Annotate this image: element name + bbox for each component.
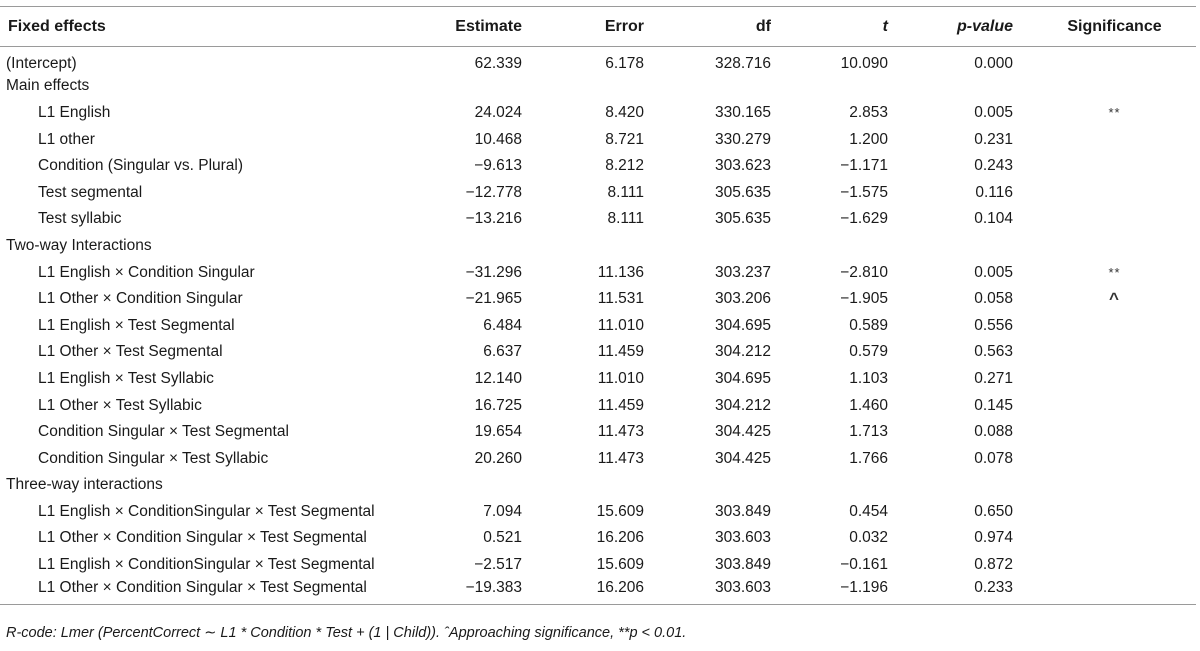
- significance-cell: **: [1108, 105, 1121, 121]
- row-label: L1 Other × Test Syllabic: [38, 396, 202, 414]
- df-cell: 303.849: [714, 502, 771, 520]
- row-label: L1 English × ConditionSingular × Test Segmental: [38, 556, 375, 574]
- t-cell: −1.171: [840, 157, 888, 175]
- estimate-cell: 20.260: [474, 449, 522, 467]
- p-value-cell: 0.872: [974, 556, 1013, 574]
- t-cell: 0.032: [849, 529, 888, 547]
- row-label: (Intercept): [6, 55, 77, 73]
- estimate-cell: 19.654: [474, 423, 522, 441]
- error-cell: 15.609: [596, 502, 644, 520]
- t-cell: −1.629: [840, 210, 888, 228]
- error-cell: 8.212: [605, 157, 644, 175]
- estimate-cell: 16.725: [474, 396, 522, 414]
- table-row: [0, 286, 1196, 313]
- error-cell: 16.206: [596, 579, 644, 597]
- estimate-cell: 12.140: [474, 369, 522, 387]
- estimate-cell: −21.965: [465, 290, 522, 308]
- estimate-cell: 6.637: [483, 343, 522, 361]
- significance-cell: [1013, 47, 1196, 74]
- p-value-cell: 0.000: [974, 55, 1013, 73]
- row-label: L1 English × Test Segmental: [38, 316, 235, 334]
- df-cell: 303.603: [714, 529, 771, 547]
- significance-cell: [1013, 206, 1196, 233]
- p-value-cell: 0.145: [974, 396, 1013, 414]
- t-cell: 1.103: [849, 369, 888, 387]
- t-cell: −1.905: [840, 290, 888, 308]
- header-p-value: p-value: [956, 17, 1013, 35]
- df-cell: 304.425: [714, 423, 771, 441]
- header-t: t: [882, 17, 888, 35]
- row-label: L1 English × Test Syllabic: [38, 369, 214, 387]
- p-value-cell: 0.563: [974, 343, 1013, 361]
- table-header-row: [0, 7, 1196, 47]
- group-heading: Three-way interactions: [6, 476, 163, 494]
- row-label: L1 Other × Test Segmental: [38, 343, 223, 361]
- table-row: [0, 259, 1196, 286]
- p-value-cell: 0.650: [974, 502, 1013, 520]
- error-cell: 8.721: [605, 130, 644, 148]
- row-label: Condition (Singular vs. Plural): [38, 157, 244, 175]
- fixed-effects-table: [0, 6, 1196, 605]
- significance-cell: [1013, 552, 1196, 579]
- table-row: [0, 419, 1196, 446]
- t-cell: 0.579: [849, 343, 888, 361]
- df-cell: 305.635: [714, 210, 771, 228]
- table-row: [0, 206, 1196, 233]
- significance-cell: [1013, 312, 1196, 339]
- header-estimate: Estimate: [455, 17, 522, 35]
- estimate-cell: 7.094: [483, 502, 522, 520]
- t-cell: −0.161: [840, 556, 888, 574]
- estimate-cell: 62.339: [474, 55, 522, 73]
- table-row: [0, 312, 1196, 339]
- t-cell: 1.713: [849, 423, 888, 441]
- header-significance: Significance: [1067, 17, 1162, 35]
- t-cell: 1.460: [849, 396, 888, 414]
- row-label: L1 other: [38, 130, 95, 148]
- df-cell: 304.695: [714, 316, 771, 334]
- t-cell: 2.853: [849, 103, 888, 121]
- estimate-cell: 10.468: [474, 130, 522, 148]
- significance-cell: [1013, 419, 1196, 446]
- estimate-cell: 6.484: [483, 316, 522, 334]
- table-footnote: R-code: Lmer (PercentCorrect ∼ L1 * Condition * Test + (1 | Child)). ˆApproaching significance, **p < 0.01.: [6, 625, 687, 641]
- df-cell: 304.212: [714, 396, 771, 414]
- significance-cell: [1013, 153, 1196, 180]
- p-value-cell: 0.233: [974, 579, 1013, 597]
- df-cell: 303.603: [714, 579, 771, 597]
- row-label: Test syllabic: [38, 210, 122, 228]
- df-cell: 303.206: [714, 290, 771, 308]
- t-cell: −1.575: [840, 183, 888, 201]
- row-label: L1 English × ConditionSingular × Test Segmental: [38, 502, 375, 520]
- group-heading-row: [0, 472, 1196, 499]
- estimate-cell: 0.521: [483, 529, 522, 547]
- error-cell: 8.420: [605, 103, 644, 121]
- estimate-cell: −31.296: [465, 263, 522, 281]
- p-value-cell: 0.058: [974, 290, 1013, 308]
- row-label: L1 Other × Condition Singular × Test Segmental: [38, 579, 367, 597]
- table-row: [0, 445, 1196, 472]
- error-cell: 8.111: [607, 210, 644, 228]
- table-row: [0, 578, 1196, 605]
- row-label: Test segmental: [38, 183, 143, 201]
- group-heading-row: [0, 233, 1196, 260]
- estimate-cell: −13.216: [465, 210, 522, 228]
- error-cell: 16.206: [596, 529, 644, 547]
- t-cell: −1.196: [840, 579, 888, 597]
- df-cell: 303.237: [714, 263, 771, 281]
- p-value-cell: 0.243: [974, 157, 1013, 175]
- significance-cell: [1013, 578, 1196, 605]
- table-row: [0, 552, 1196, 579]
- p-value-cell: 0.271: [974, 369, 1013, 387]
- significance-cell: [1013, 126, 1196, 153]
- error-cell: 11.473: [597, 449, 644, 467]
- row-label: Condition Singular × Test Segmental: [38, 423, 289, 441]
- estimate-cell: −19.383: [465, 579, 522, 597]
- p-value-cell: 0.088: [974, 423, 1013, 441]
- table-row: [0, 392, 1196, 419]
- p-value-cell: 0.116: [975, 183, 1013, 201]
- estimate-cell: −9.613: [474, 157, 522, 175]
- p-value-cell: 0.078: [974, 449, 1013, 467]
- error-cell: 15.609: [596, 556, 644, 574]
- estimate-cell: 24.024: [474, 103, 522, 121]
- table-body: [0, 47, 1196, 605]
- error-cell: 11.531: [597, 290, 644, 308]
- table-row: [0, 126, 1196, 153]
- df-cell: 305.635: [714, 183, 771, 201]
- row-label: L1 Other × Condition Singular: [38, 290, 243, 308]
- t-cell: 10.090: [840, 55, 888, 73]
- p-value-cell: 0.104: [974, 210, 1013, 228]
- df-cell: 330.279: [714, 130, 771, 148]
- estimate-cell: −12.778: [465, 183, 522, 201]
- group-heading: Main effects: [6, 77, 90, 95]
- df-cell: 303.623: [714, 157, 771, 175]
- significance-cell: [1013, 339, 1196, 366]
- header-df: df: [755, 17, 771, 35]
- row-label: L1 English: [38, 103, 111, 121]
- t-cell: 1.766: [849, 449, 888, 467]
- error-cell: 6.178: [605, 55, 644, 73]
- error-cell: 11.010: [597, 316, 644, 334]
- header-error: Error: [604, 17, 644, 35]
- p-value-cell: 0.231: [974, 130, 1013, 148]
- df-cell: 330.165: [714, 103, 771, 121]
- df-cell: 304.695: [714, 369, 771, 387]
- error-cell: 11.459: [597, 343, 644, 361]
- significance-cell: [1013, 525, 1196, 552]
- p-value-cell: 0.974: [974, 529, 1013, 547]
- p-value-cell: 0.556: [974, 316, 1013, 334]
- table-row: [0, 339, 1196, 366]
- significance-cell: [1013, 392, 1196, 419]
- group-heading-row: [0, 73, 1196, 100]
- significance-cell: [1013, 366, 1196, 393]
- p-value-cell: 0.005: [974, 263, 1013, 281]
- header-fixed-effects: Fixed effects: [8, 17, 106, 35]
- table-row: [0, 179, 1196, 206]
- table-row: [0, 100, 1196, 127]
- significance-cell: [1013, 445, 1196, 472]
- significance-cell: [1013, 179, 1196, 206]
- table-row: [0, 499, 1196, 526]
- df-cell: 303.849: [714, 556, 771, 574]
- error-cell: 11.459: [597, 396, 644, 414]
- error-cell: 11.473: [597, 423, 644, 441]
- table-row: [0, 366, 1196, 393]
- significance-cell: [1013, 499, 1196, 526]
- row-label: Condition Singular × Test Syllabic: [38, 449, 269, 467]
- t-cell: 0.454: [849, 502, 888, 520]
- p-value-cell: 0.005: [974, 103, 1013, 121]
- group-heading: Two-way Interactions: [6, 236, 152, 254]
- row-label: L1 Other × Condition Singular × Test Segmental: [38, 529, 367, 547]
- table-row: [0, 525, 1196, 552]
- table-row: [0, 47, 1196, 74]
- t-cell: 0.589: [849, 316, 888, 334]
- estimate-cell: −2.517: [474, 556, 522, 574]
- df-cell: 304.425: [714, 449, 771, 467]
- table-row: [0, 153, 1196, 180]
- row-label: L1 English × Condition Singular: [38, 263, 255, 281]
- t-cell: 1.200: [849, 130, 888, 148]
- error-cell: 11.136: [597, 263, 644, 281]
- significance-cell: **: [1108, 265, 1121, 281]
- error-cell: 11.010: [597, 369, 644, 387]
- error-cell: 8.111: [607, 183, 644, 201]
- df-cell: 328.716: [714, 55, 771, 73]
- df-cell: 304.212: [714, 343, 771, 361]
- t-cell: −2.810: [840, 263, 888, 281]
- significance-cell: ^: [1109, 289, 1120, 309]
